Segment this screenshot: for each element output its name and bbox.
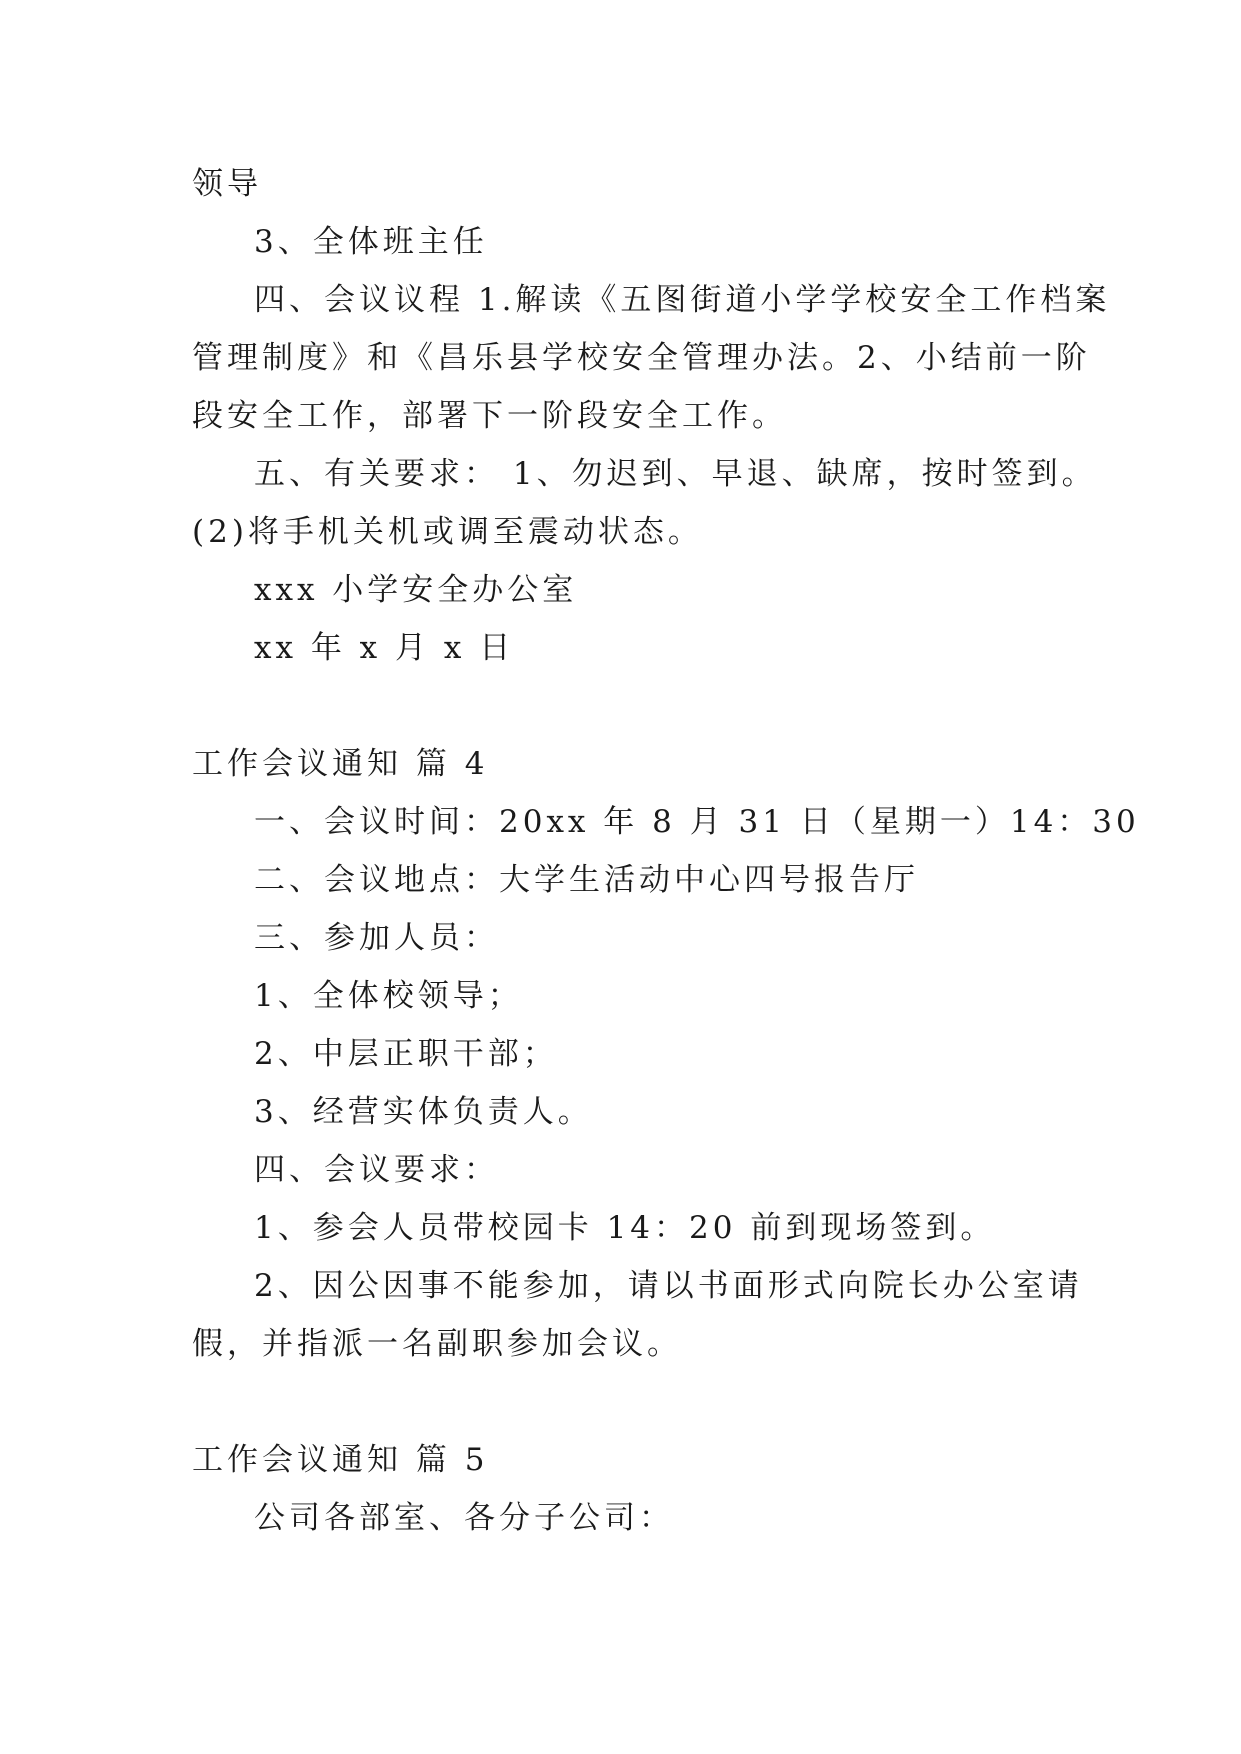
text-line: 3、经营实体负责人。 [254,1094,593,1130]
text-line: 1、参会人员带校园卡 14：20 前到现场签到。 [254,1210,996,1246]
text-line: 三、参加人员： [254,920,499,956]
section-title: 工作会议通知 篇 4 [192,746,489,782]
text-line: 3、全体班主任 [254,224,488,260]
text-line: 二、会议地点：大学生活动中心四号报告厅 [254,862,919,898]
text-line: 四、会议要求： [254,1152,499,1188]
text-line: (2)将手机关机或调至震动状态。 [192,514,703,550]
section-gap [192,1373,1072,1431]
signature-date: xx 年 x 月 x 日 [254,630,515,666]
text-line: 假，并指派一名副职参加会议。 [192,1326,682,1362]
text-line: 管理制度》和《昌乐县学校安全管理办法。2、小结前一阶 [192,340,1091,376]
text-line: 公司各部室、各分子公司： [254,1500,674,1536]
document-page [192,155,1140,1547]
signature-org: xxx 小学安全办公室 [254,572,578,608]
text-line: 五、有关要求： 1、勿迟到、早退、缺席，按时签到。 [254,456,1097,492]
section-gap [192,677,1072,735]
text-line: 四、会议议程 1.解读《五图街道小学学校安全工作档案 [254,282,1111,318]
text-line: 2、因公因事不能参加，请以书面形式向院长办公室请 [254,1268,1083,1304]
section-title: 工作会议通知 篇 5 [192,1442,489,1478]
text-line: 领导 [192,166,262,202]
text-line: 1、全体校领导； [254,978,523,1014]
text-line: 段安全工作，部署下一阶段安全工作。 [192,398,787,434]
text-line: 2、中层正职干部； [254,1036,558,1072]
text-line: 一、会议时间：20xx 年 8 月 31 日（星期一）14：30 [254,804,1140,840]
